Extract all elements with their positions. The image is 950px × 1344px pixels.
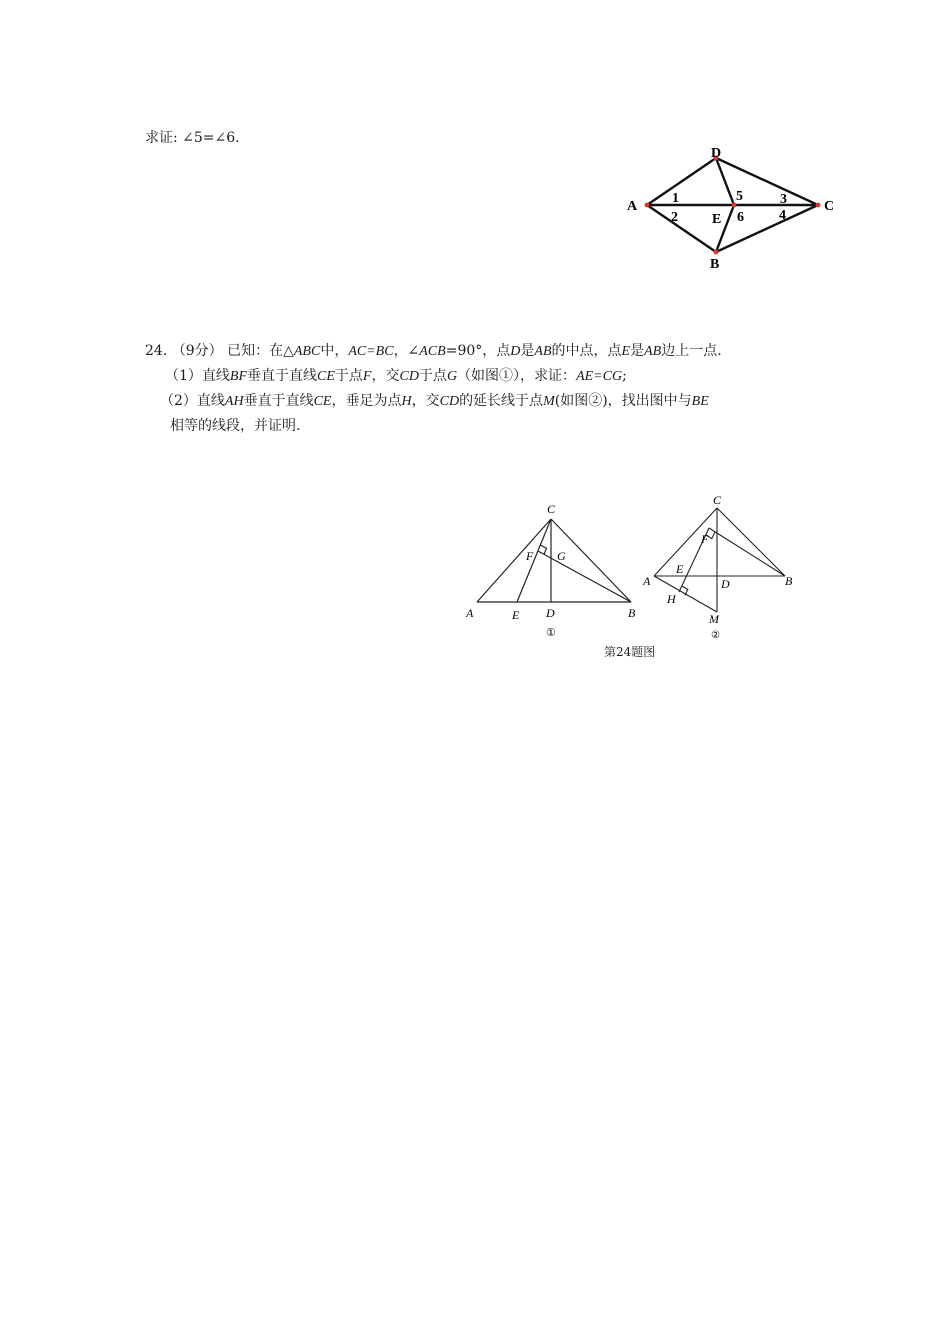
seg-CA <box>477 519 551 602</box>
q23-prove-statement: 求证: ∠5=∠6. <box>145 130 240 146</box>
point-B <box>714 250 719 255</box>
seg-CB <box>717 508 785 576</box>
figure-caption: 第24题图 <box>604 645 656 659</box>
q24-stem <box>145 341 722 362</box>
q24-part2-ce: CE <box>313 394 332 409</box>
q24-part2-text: ，交 <box>411 393 440 409</box>
q24-part1-text: 垂直于直线 <box>247 368 318 384</box>
label-E: E <box>512 608 520 622</box>
q24-stem-e: E <box>621 344 631 359</box>
q24-part1-text: ; <box>622 368 627 384</box>
q24-number: 24. <box>145 343 168 359</box>
label-A: A <box>627 199 638 214</box>
q24-part2-continued: 相等的线段，并证明. <box>170 418 301 434</box>
q24-part2-m: M <box>543 394 555 409</box>
q24-stem-text: 是 <box>520 343 535 359</box>
angle-label-1: 1 <box>672 191 679 206</box>
q24-part2-text: 垂直于直线 <box>243 393 314 409</box>
label-E: E <box>712 212 722 227</box>
q24-part1-f: F <box>362 369 372 384</box>
label-E: E <box>676 562 684 576</box>
angle-label-5: 5 <box>736 189 743 204</box>
q24-stem-ab2: AB <box>644 344 662 359</box>
label-D: D <box>721 577 730 591</box>
label-C: C <box>547 502 556 516</box>
q24-part1-eq: AE=CG <box>576 369 623 384</box>
label-H: H <box>667 592 676 606</box>
q24-part1 <box>165 366 627 387</box>
q24-part2-cd: CD <box>439 394 460 409</box>
angle-label-4: 4 <box>779 208 786 223</box>
q24-points: （9分） <box>171 343 223 359</box>
q24-part1-bf: BF <box>229 369 248 384</box>
q24-stem-text: 已知：在△ <box>227 343 294 359</box>
q24-part1-text: （如图①），求证： <box>457 368 577 384</box>
q24-stem-text: 的中点，点 <box>551 343 622 359</box>
seg-CE <box>517 519 551 602</box>
q24-stem-cond2: ACB <box>419 344 446 359</box>
label-M: M <box>709 612 719 626</box>
label-B: B <box>710 257 720 270</box>
angle-label-6: 6 <box>737 210 744 225</box>
q24-part1-ce: CE <box>317 369 335 384</box>
point-A <box>645 203 650 208</box>
q24-part2-text: 的延长线于点 <box>459 393 544 409</box>
figure-q23-quadrilateral <box>620 140 840 270</box>
q24-part1-text: ，交 <box>371 368 400 384</box>
q24-stem-text: 是 <box>630 343 645 359</box>
figure-q24-1 <box>460 495 650 645</box>
q24-stem-d: D <box>510 344 521 359</box>
label-C: C <box>713 493 722 507</box>
q24-stem-text: 边上一点. <box>661 343 722 359</box>
label-A: A <box>643 574 651 588</box>
figure-q24-2 <box>636 490 806 645</box>
q24-part2-ah: AH <box>224 394 244 409</box>
q24-stem-cond1: AC=BC <box>348 344 394 359</box>
q24-stem-text: 中， <box>320 343 349 359</box>
q24-part2-text: (如图②)，找出图中与 <box>554 393 692 409</box>
label-B: B <box>628 606 636 620</box>
label-F: F <box>526 549 534 563</box>
seg-FB <box>709 528 785 576</box>
q24-part2-text: ，垂足为点 <box>331 393 402 409</box>
q24-part2 <box>160 391 709 412</box>
q24-part1-g: G <box>446 369 458 384</box>
seg-AD <box>647 158 716 205</box>
q24-part1-text: （1）直线 <box>165 368 230 384</box>
label-A: A <box>466 606 474 620</box>
label-C: C <box>824 199 835 214</box>
q24-stem-abc: ABC <box>293 344 321 359</box>
point-C <box>816 203 821 208</box>
seg-BA <box>647 205 716 252</box>
q24-stem-ab: AB <box>534 344 552 359</box>
angle-label-3: 3 <box>780 192 787 207</box>
figure-number-1: ① <box>546 627 556 639</box>
q24-part1-cd: CD <box>399 369 419 384</box>
q24-stem-text: ，∠ <box>393 343 420 359</box>
angle-label-2: 2 <box>671 210 678 225</box>
label-G: G <box>557 549 566 563</box>
q24-part2-text: （2）直线 <box>160 393 225 409</box>
figure-number-2: ② <box>711 630 720 641</box>
q24-part2-be: BE <box>691 394 709 409</box>
q24-part2-h: H <box>401 394 412 409</box>
label-D: D <box>546 606 555 620</box>
seg-BF <box>538 551 631 602</box>
label-D: D <box>711 146 722 161</box>
q24-stem-text: =90°，点 <box>445 343 511 359</box>
q24-part1-text: 于点 <box>334 368 363 384</box>
q24-part1-text: 于点 <box>418 368 447 384</box>
label-F: F <box>701 532 709 546</box>
label-B: B <box>785 574 793 588</box>
